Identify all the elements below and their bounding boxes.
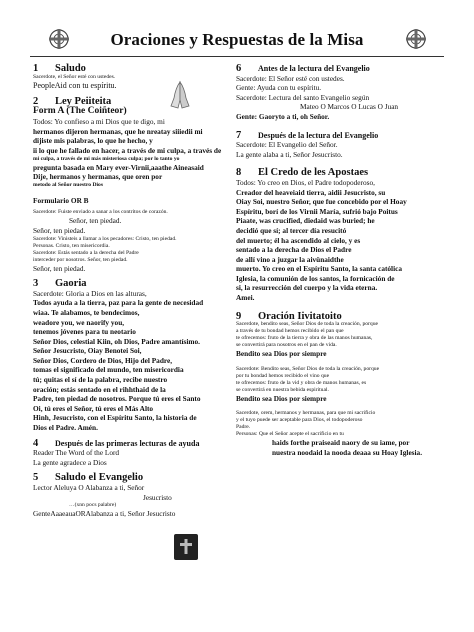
text-line: Personas: Que el Señor acepte el sacrificio en tu [236, 431, 344, 438]
text-line: Todos ayuda a la tierra, paz para la gente de necesidad [33, 298, 204, 308]
text-line: Padre. [236, 424, 251, 431]
text-line: haids forthe praiseaid naory de su iame, por [272, 438, 410, 448]
section-title: Saludo el Evangelio [55, 472, 144, 484]
section-title: Oración Iivitatoito [258, 310, 342, 322]
text-line: Señor Dios, celestial Kiin, oh Dios, Padre amantísimo. [33, 336, 200, 346]
section-9-heading [236, 312, 454, 322]
response-line: Bendito sea Dios por siempre [236, 393, 327, 403]
text-line: ii lo que he fallado en hacer, a través de mi culpa, a través de [33, 145, 222, 155]
text-line: tomas el significado del mundo, ten misericordia [33, 365, 184, 375]
text-line: Oi, tú eres el Señor, tú eres el Más Alto [33, 403, 154, 413]
section-title: Saludo [55, 63, 86, 74]
text-line: Gente: Ayuda con tu espíritu. [236, 83, 322, 93]
text-line: La gente alaba a ti, Señor Jesucristo. [236, 149, 343, 159]
title-divider [30, 56, 444, 57]
section-title: Antes de la lectura del Evangelio [258, 64, 370, 73]
text-line: decidió que sí; al tercer día resucitó [236, 225, 347, 235]
text-line: Dios el Padre. Amén. [33, 423, 98, 433]
section-number: 3 [33, 278, 39, 290]
section-3-heading [33, 279, 233, 289]
text-line: Sacerdote, el Señor esté con ustedes. [33, 73, 116, 80]
text-line: mi culpa, a través de mi más misteriosa culpa; por lo tanto yo [33, 155, 180, 162]
celtic-cross-icon [48, 28, 70, 50]
text-line: de allí vino a juzgar la aivünaidthe [236, 254, 344, 264]
text-line: Mateo O Marcos O Lucas O Juan [300, 102, 399, 112]
text-line: oración; estás sentado en el rihhthaid de la [33, 384, 166, 394]
text-line: te ofrecemos: fruto de la vid y obra de manos humanas, es [236, 379, 367, 386]
text-line: Piaate, was crucified, diedaid was buried; he [236, 216, 375, 226]
text-line: PeopleAid con tu espíritu. [33, 80, 117, 90]
text-line: Personas. Cristo, ten misericordia. [33, 242, 110, 249]
formulario-heading: Formulario OR B [33, 195, 89, 205]
section-number: 1 [33, 63, 39, 74]
text-line: tú; quitas el sí de la palabra, recibe nuestro [33, 375, 168, 385]
text-line: Sacerdote: El Señor esté con ustedes. [236, 73, 345, 83]
text-line: nuestra noodaid la nooda deaaa su Hoay Iglesia. [272, 448, 423, 458]
section-number: 2 [33, 95, 39, 107]
section-number: 6 [236, 63, 242, 74]
text-line: Sacerdote, bendito seas, Señor Dios de toda la creación, porque [236, 321, 378, 328]
text-line: Sacerdote: Bendito seas, Señor Dios de toda la creación, porque [236, 365, 380, 372]
text-line: Señor, ten piedad. [33, 263, 86, 273]
text-line: muerto. Yo creo en el Espíritu Santo, la santa católica [236, 264, 402, 274]
text-line: Sacerdote: Lectura del santo Evangelio según [236, 92, 370, 102]
text-line: Sacerdote: Estás sentado a la derecha del Padre [33, 249, 139, 256]
text-line: Hinh, Jesucristo, con el Espíritu Santo, la historia de [33, 413, 197, 423]
text-line: tenemos jóvenes para tu neotario [33, 327, 136, 337]
text-line: Amei. [236, 293, 255, 303]
text-line: si, la resurrección del cuerpo y la vida eterna. [236, 283, 378, 293]
text-line: hermanos dijeron hermanas, que he nreatay siiiedii mi [33, 126, 203, 136]
text-line: Dije, hermanos y hermanas, que oren por [33, 172, 163, 182]
text-line: interceder por nosotros. Señor, ten piedad. [33, 256, 128, 263]
section-title: Después de las primeras lecturas de ayuda [55, 438, 200, 448]
text-line: Todos: Yo confieso a mi Dios que te digo, mi [33, 117, 165, 127]
section-title: Gaoria [55, 278, 87, 290]
section-number: 5 [33, 472, 39, 484]
text-line: Padre, ten piedad de nosotros. Porque tú eres el Santo [33, 394, 201, 404]
text-line: Sacerdote: El Evangelio del Señor. [236, 140, 338, 150]
text-line: Señor Dios, Cordero de Dios, Hijo del Padre, [33, 355, 173, 365]
text-line: Iglesia, la comunión de los santos, la fornicación de [236, 273, 395, 283]
text-line: Espíritu, borí de los Virnii María, sufrió bajo Poitus [236, 206, 398, 216]
text-line: Señor, ten piedad. [33, 225, 86, 235]
text-line: Reader The Word of the Lord [33, 448, 120, 458]
celtic-cross-icon [405, 28, 427, 50]
text-line: se convertirá en nuestra bebida espiritual. [236, 386, 329, 393]
section-4-heading [33, 439, 233, 449]
section-5-heading [33, 473, 233, 483]
text-line: pregunta basada en Mary ever-Virnii,aaathe Aineasaid [33, 162, 204, 172]
text-line: Oiay Soi, nuestro Señor, que fue concebido por el Hoay [236, 197, 407, 207]
page-header [0, 30, 474, 56]
section-number: 4 [33, 437, 39, 449]
bible-icon [172, 532, 200, 562]
text-line: Todos: Yo creo en Dios, el Padre todopoderoso, [236, 177, 375, 187]
text-line: La gente agradece a Dios [33, 457, 107, 467]
text-line: Sacerdote: Gloria a Dios en las alturas, [33, 288, 147, 298]
text-line: se convertirá para nosotros en el pan de vida. [236, 342, 337, 349]
section-title: El Credo de les Apostaes [258, 167, 369, 179]
text-line: wiaa. Te alabamos, te bendecimos, [33, 307, 140, 317]
section-number: 7 [236, 129, 242, 141]
section-number: 8 [236, 167, 242, 179]
right-column [236, 62, 454, 458]
section-2-heading [33, 97, 233, 107]
text-line: Gente: Gaoryto a ti, oh Señor. [236, 111, 330, 121]
response-line: Bendito sea Dios por siempre [236, 349, 327, 359]
text-line: Lector Aleluya O Alabanza a ti, Señor [33, 483, 145, 492]
text-line: Sacerdote, orem, hermanos y hermanas, para que mi sacrificio [236, 410, 376, 417]
text-line: …(xnn pocs palabre) [69, 502, 117, 509]
text-line: metodo al Señor nuestro Dios [33, 181, 104, 188]
text-line: GenteAaaeauaORAlabanza a ti, Señor Jesucristo [33, 509, 176, 519]
text-line: y el tuyo puede ser aceptable para Dios, el todopoderoso [236, 417, 363, 424]
text-line: por tu bondad hemos recibido el vino que [236, 372, 330, 379]
section-title: Después de la lectura del Evangelio [258, 130, 379, 140]
text-line: Creador del heaveiaid tierra, aidii Jesucristo, su [236, 187, 386, 197]
text-line: a través de tu bondad hemos recibido el pan que [236, 328, 344, 335]
section-8-heading [236, 168, 454, 178]
text-line: del muerto; él ha ascendido al cielo, y es [236, 235, 361, 245]
text-line: Sacerdote: Vinisteis a llamar a los pecadores: Cristo, ten piedad. [33, 235, 177, 242]
section-number: 9 [236, 310, 242, 322]
text-line: Señor, ten piedad. [69, 216, 122, 226]
text-line: Señor Jesucristo, Oiay Benotei Soi, [33, 346, 142, 356]
section-title: Ley Peiiteita [55, 95, 112, 107]
form-a-subtitle: Form A (The Coiñteor) [33, 106, 127, 117]
text-line: Jesucristo [143, 492, 172, 502]
text-line: sentado a la derecha de Dios el Padre [236, 245, 352, 255]
text-line: dijiste mis palabras, lo que he hecho, y [33, 136, 153, 146]
section-6-heading [236, 64, 454, 74]
section-1-heading [33, 64, 233, 74]
text-line: te ofrecemos: fruto de la tierra y obra de las manos humanas, [236, 335, 373, 342]
section-7-heading [236, 131, 454, 141]
page-title: Oraciones y Respuestas de la Misa [110, 30, 364, 49]
text-line: weadore you, we naorify you, [33, 317, 125, 327]
text-line: Sacerdote: Fuiste enviado a sanar a los contritos de corazón. [33, 209, 168, 216]
left-column [33, 62, 233, 519]
